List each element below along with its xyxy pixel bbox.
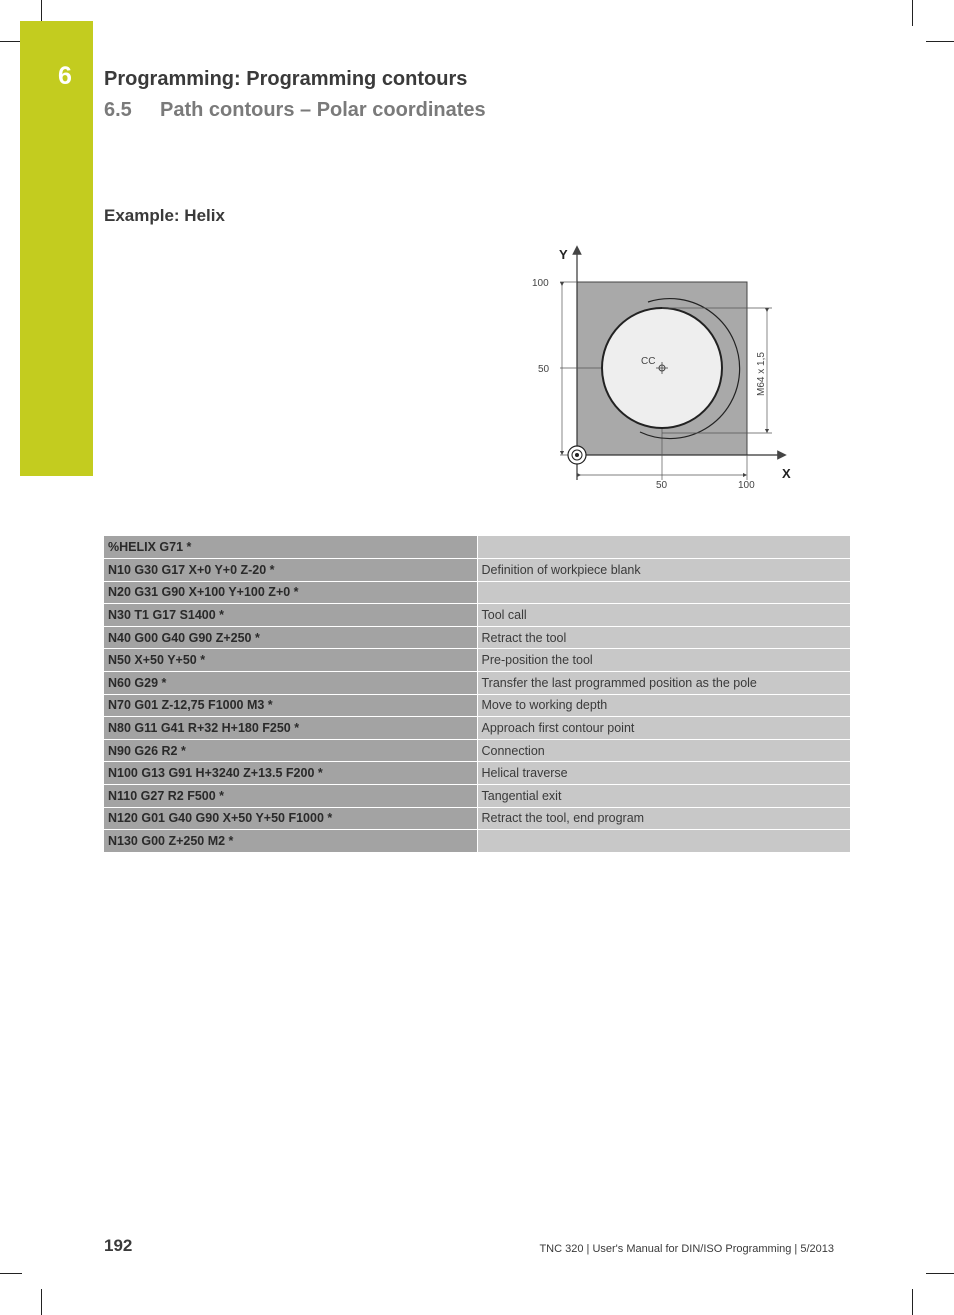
chapter-number: 6 [58,62,72,90]
crop-mark [926,41,954,42]
table-row [104,739,850,762]
crop-mark [0,1273,22,1274]
program-description-cell: Definition of workpiece blank [477,559,850,582]
program-description-cell: Transfer the last programmed position as the pole [477,672,850,695]
program-table [104,536,850,853]
table-row [104,581,850,604]
section-number: 6.5 [104,99,132,121]
crop-mark [41,1289,42,1315]
program-description-cell [477,830,850,853]
crop-mark [0,41,22,42]
helix-figure [520,240,800,500]
table-row [104,536,850,559]
table-row [104,694,850,717]
x-tick-50: 50 [656,480,668,491]
helix-diagram [520,240,800,500]
program-description-cell: Retract the tool [477,626,850,649]
program-description-cell [477,536,850,559]
program-description-cell: Retract the tool, end program [477,807,850,830]
crop-mark [912,0,913,26]
table-row [104,785,850,808]
program-code-cell: N50 X+50 Y+50 * [104,649,477,672]
table-row [104,717,850,740]
program-code-cell: N90 G26 R2 * [104,739,477,762]
origin-symbol-dot [575,453,579,457]
chapter-side-tab [20,21,93,476]
table-row [104,559,850,582]
program-code-cell: %HELIX G71 * [104,536,477,559]
table-row [104,626,850,649]
program-code-cell: N10 G30 G17 X+0 Y+0 Z-20 * [104,559,477,582]
x-axis-label: X [782,466,791,481]
table-row [104,672,850,695]
program-code-cell: N120 G01 G40 G90 X+50 Y+50 F1000 * [104,807,477,830]
program-description-cell: Connection [477,739,850,762]
table-row [104,604,850,627]
program-description-cell: Move to working depth [477,694,850,717]
table-row [104,830,850,853]
section-heading [104,99,486,122]
program-description-cell: Approach first contour point [477,717,850,740]
program-code-cell: N110 G27 R2 F500 * [104,785,477,808]
crop-mark [926,1273,954,1274]
chapter-title: Programming: Programming contours [104,68,468,90]
section-title: Path contours – Polar coordinates [160,99,486,121]
program-code-cell: N70 G01 Z-12,75 F1000 M3 * [104,694,477,717]
table-row [104,762,850,785]
y-tick-50: 50 [538,364,550,375]
program-description-cell: Tool call [477,604,850,627]
program-description-cell [477,581,850,604]
program-code-cell: N20 G31 G90 X+100 Y+100 Z+0 * [104,581,477,604]
program-code-cell: N40 G00 G40 G90 Z+250 * [104,626,477,649]
program-description-cell: Pre-position the tool [477,649,850,672]
crop-mark [912,1289,913,1315]
example-title: Example: Helix [104,206,225,225]
program-code-cell: N130 G00 Z+250 M2 * [104,830,477,853]
footer-text: TNC 320 | User's Manual for DIN/ISO Programming | 5/2013 [539,1243,834,1255]
program-code-cell: N100 G13 G91 H+3240 Z+13.5 F200 * [104,762,477,785]
y-tick-100: 100 [532,278,549,289]
page-number: 192 [104,1236,133,1255]
pole-label: CC [641,356,656,367]
y-axis-label: Y [559,247,568,262]
program-code-cell: N30 T1 G17 S1400 * [104,604,477,627]
table-row [104,807,850,830]
table-row [104,649,850,672]
program-description-cell: Tangential exit [477,785,850,808]
program-description-cell: Helical traverse [477,762,850,785]
thread-label: M64 x 1,5 [756,352,767,396]
program-code-cell: N60 G29 * [104,672,477,695]
program-code-cell: N80 G11 G41 R+32 H+180 F250 * [104,717,477,740]
x-tick-100: 100 [738,480,755,491]
